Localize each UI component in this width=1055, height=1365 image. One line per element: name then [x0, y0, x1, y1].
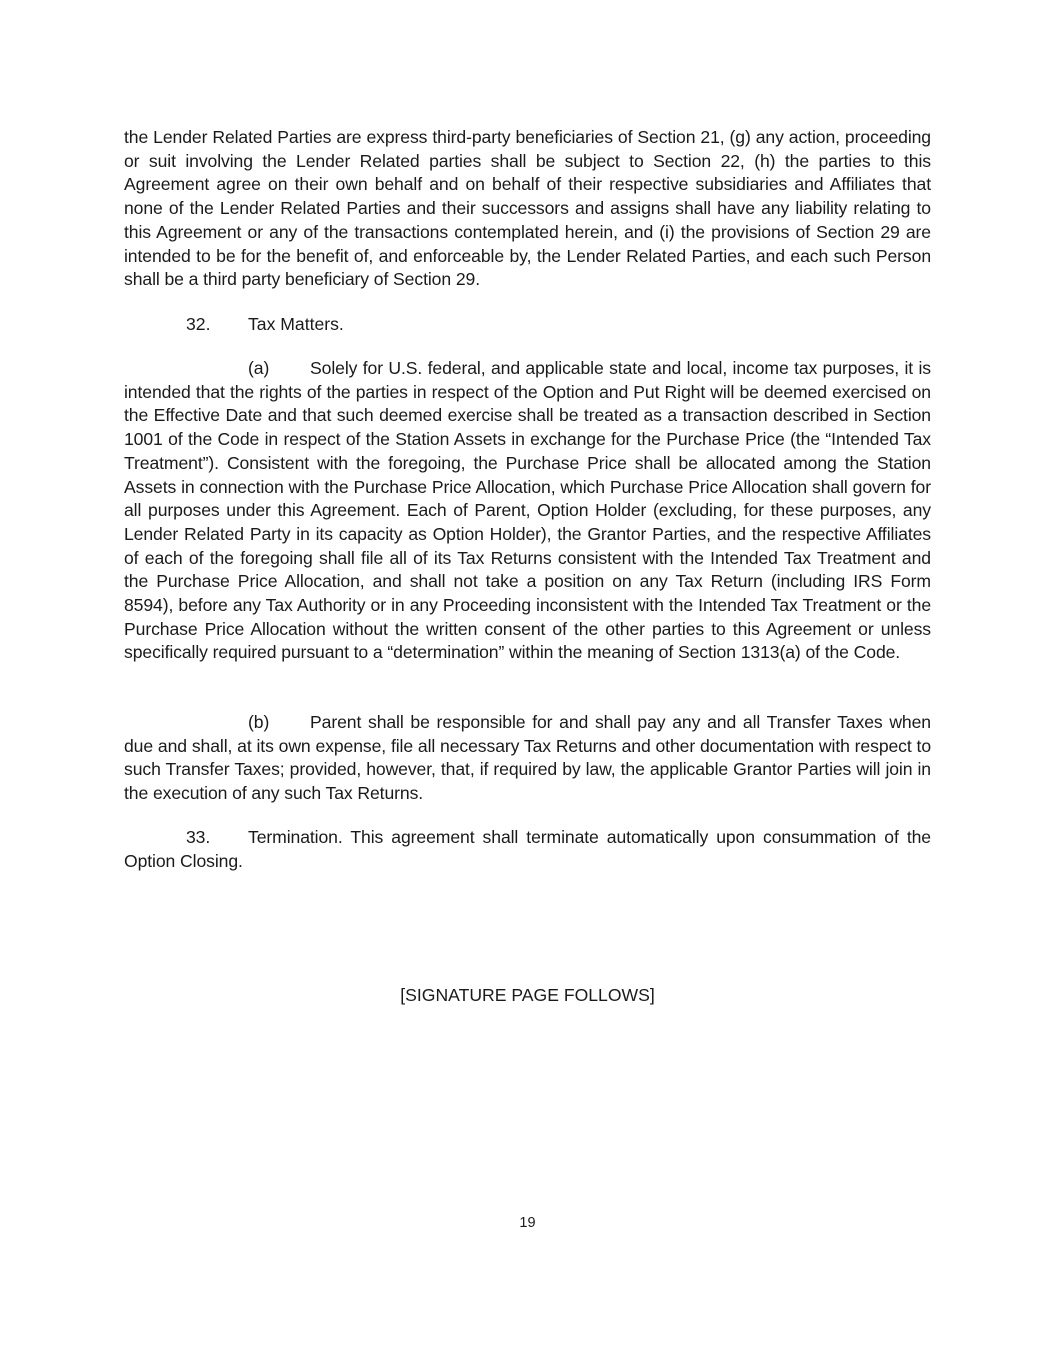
section-33-title: Termination. — [248, 827, 343, 847]
section-32b-paragraph — [124, 711, 931, 806]
section-32a-text: Solely for U.S. federal, and applicable state and local, income tax purposes, it is intended that the rights of the parties in respect of the Option and Put Right will be deemed exercised on the Effective Date and that such deemed exercise shall be treated as a transaction described in Section 1001 of the Code in respect of the Station Assets in exchange for the Purchase Price (the “Intended Tax Treatment”). Consistent with the foregoing, the Purchase Price shall be allocated among the Station Assets in connection with the Purchase Price Allocation, which Purchase Price Allocation shall govern for all purposes under this Agreement. Each of Parent, Option Holder (excluding, for these purposes, any Lender Related Party in its capacity as Option Holder), the Grantor Parties, and the respective Affiliates of each of the foregoing shall file all of its Tax Returns consistent with the Intended Tax Treatment and the Purchase Price Allocation, and shall not take a position on any Tax Return (including IRS Form 8594), before any Tax Authority or in any Proceeding inconsistent with the Intended Tax Treatment or the Purchase Price Allocation without the written consent of the other parties to this Agreement or unless specifically required pursuant to a “determination” within the meaning of Section 1313(a) of the Code. — [124, 358, 931, 663]
section-33-text: This agreement shall terminate automatically upon consummation of the Option Closing. — [124, 827, 931, 871]
section-33-paragraph — [124, 826, 931, 873]
section-32-heading — [186, 313, 344, 337]
continuation-paragraph: the Lender Related Parties are express third-party beneficiaries of Section 21, (g) any action, proceeding or suit involving the Lender Related parties shall be subject to Section 22, (h) the parties to this Agreement agree on their own behalf and on behalf of their respective subsidiaries and Affiliates that none of the Lender Related Parties and their successors and assigns shall have any liability relating to this Agreement or any of the transactions contemplated herein, and (i) the provisions of Section 29 are intended to be for the benefit of, and enforceable by, the Lender Related Parties, and each such Person shall be a third party beneficiary of Section 29. — [124, 127, 931, 290]
section-33-number: 33. — [186, 827, 211, 847]
section-32b-label: (b) — [248, 712, 270, 732]
signature-page-notice: [SIGNATURE PAGE FOLLOWS] — [400, 985, 655, 1005]
section-32a-paragraph — [124, 357, 931, 665]
section-32a-label: (a) — [248, 358, 270, 378]
page-number: 19 — [519, 1215, 536, 1231]
section-32-title: Tax Matters. — [248, 314, 344, 334]
section-32b-text: Parent shall be responsible for and shall pay any and all Transfer Taxes when due and shall, at its own expense, file all necessary Tax Returns and other documentation with respect to such Transfer Taxes; provided, however, that, if required by law, the applicable Grantor Parties will join in the execution of any such Tax Returns. — [124, 712, 931, 804]
section-32-number: 32. — [186, 314, 211, 334]
